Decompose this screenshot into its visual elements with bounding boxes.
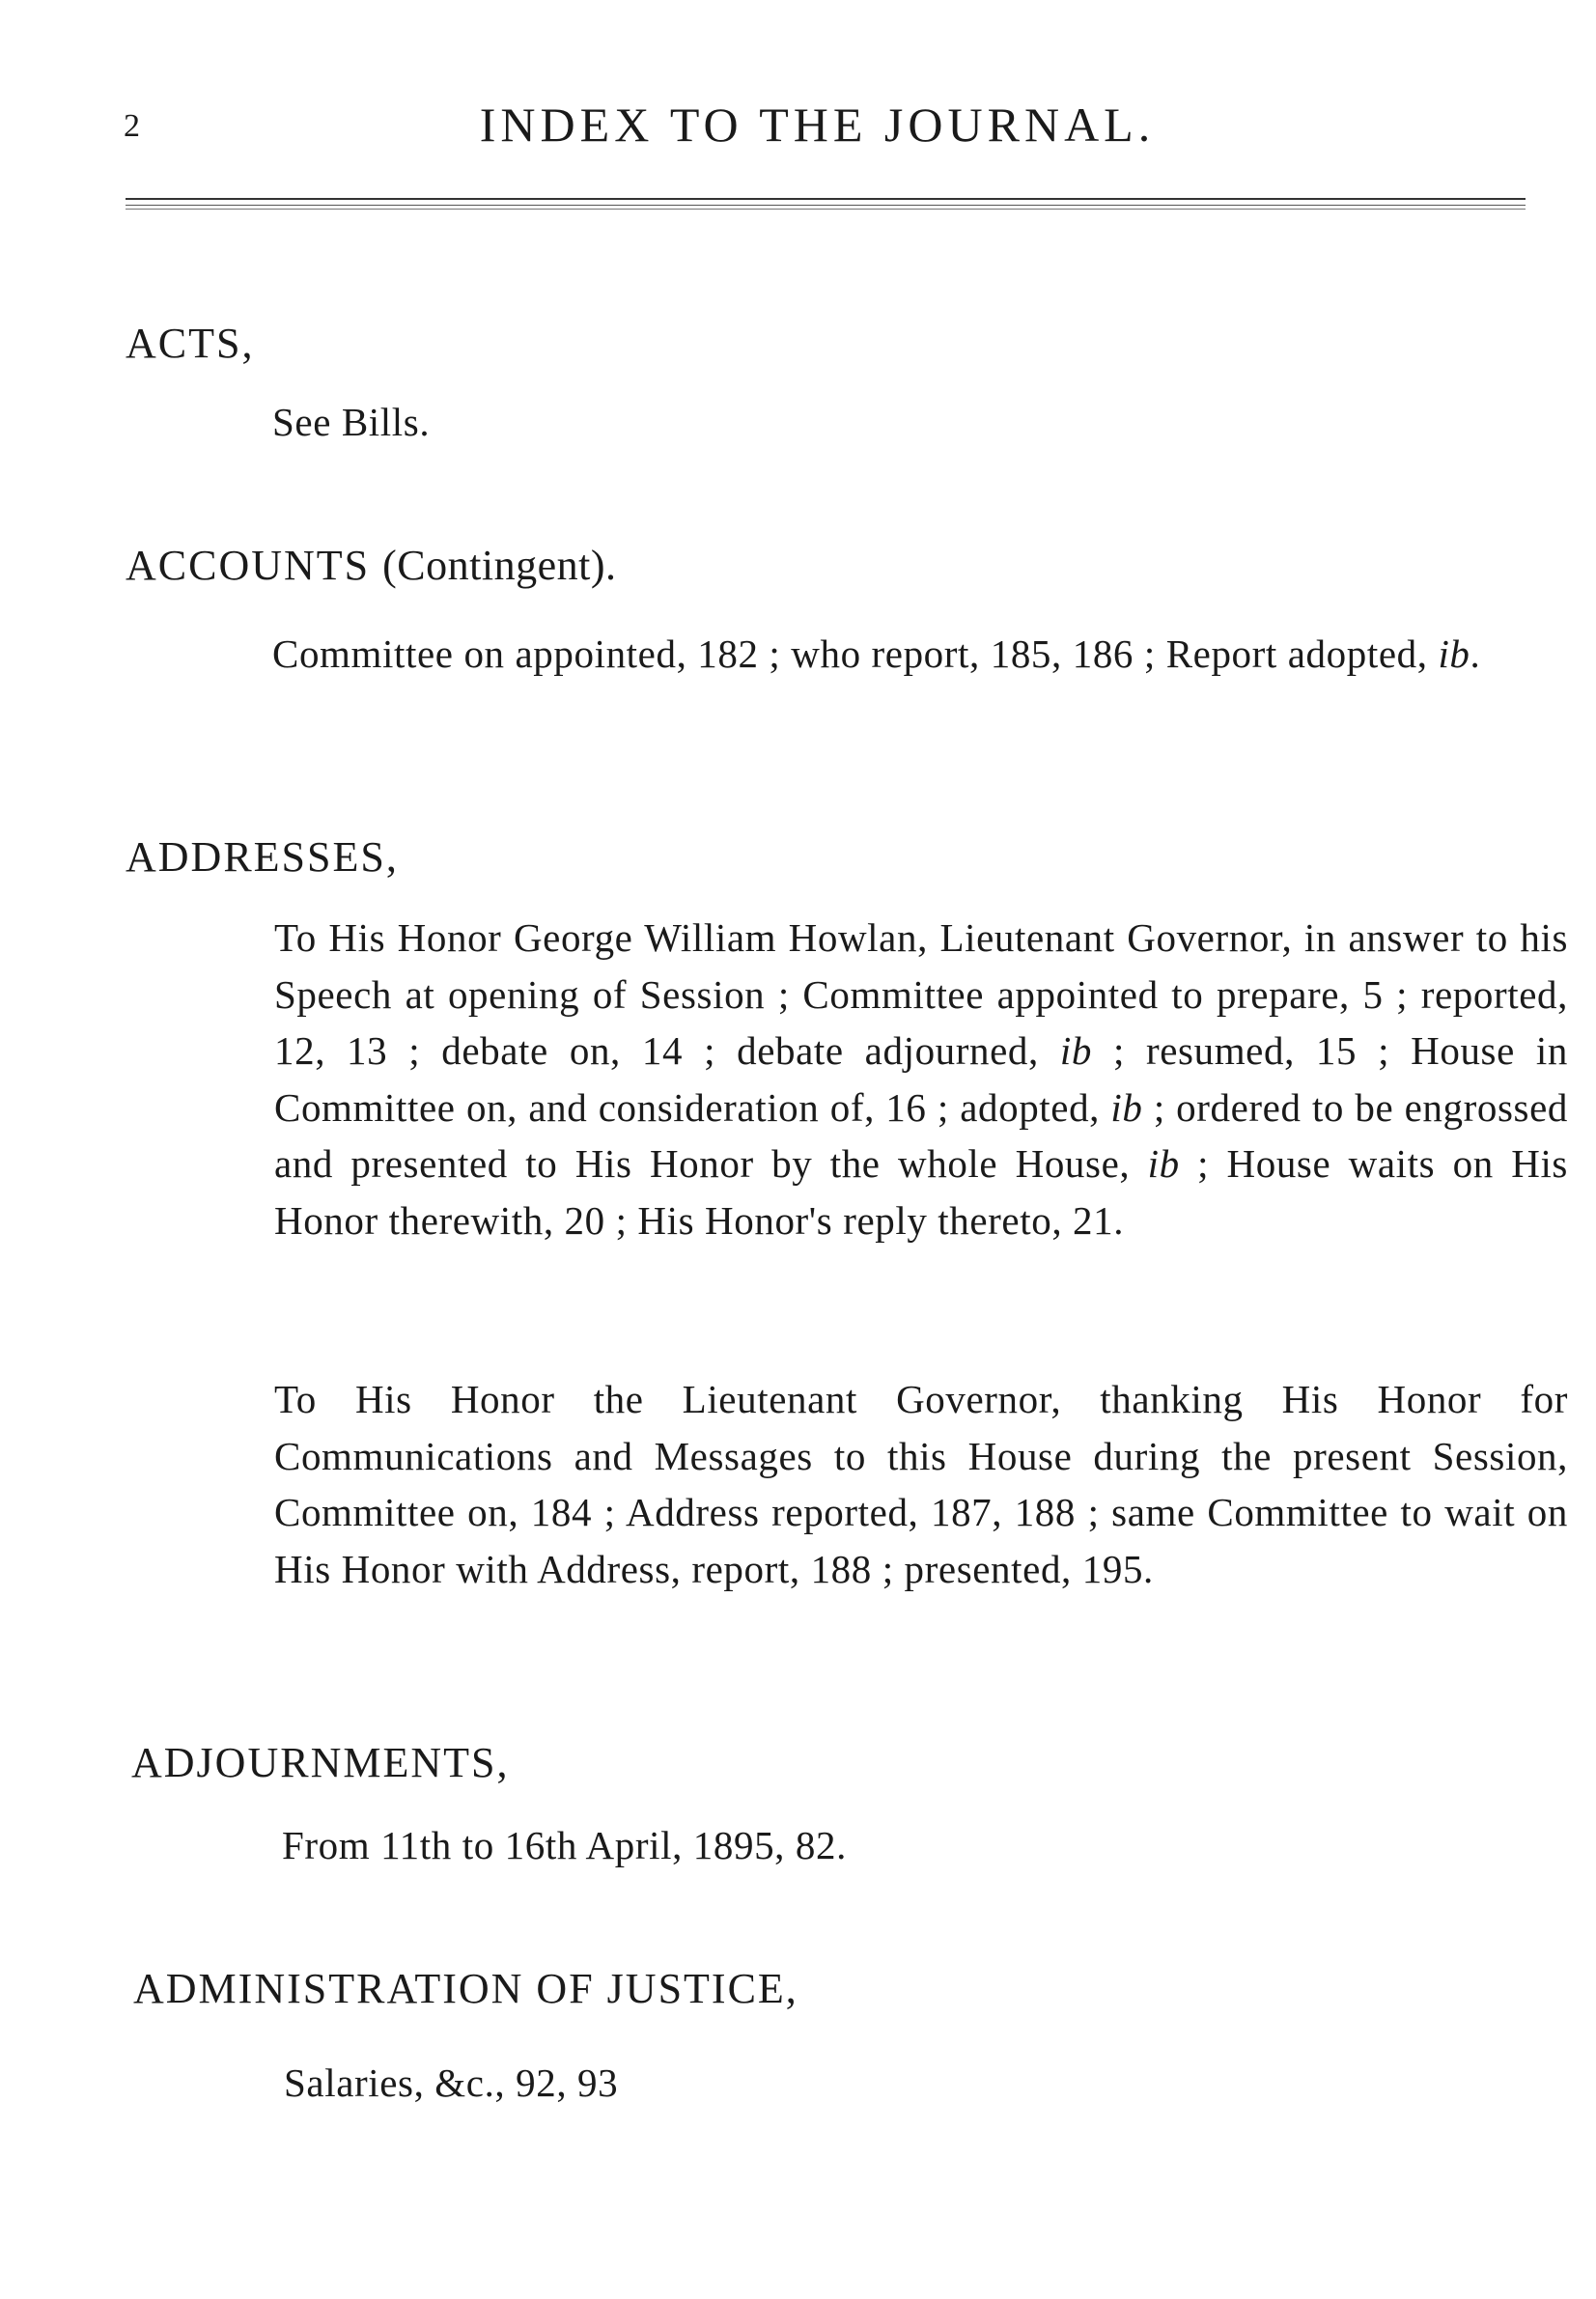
entry-text-adjournments: From 11th to 16th April, 1895, 82. — [282, 1823, 847, 1867]
entry-heading-accounts — [126, 541, 617, 590]
entry-heading-accounts-suffix: (Contingent). — [382, 542, 617, 589]
entry-text-accounts: Committee on appointed, 182 ; who report, 185, 186 ; Report adopted, ib. — [272, 631, 1481, 676]
entry-text-addresses-1: To His Honor George William Howlan, Lieutenant Governor, in answer to his Speech at opening of Session ; Committee appointed to prepare, 5 ; reported, 12, 13 ; debate on, 14 ; debate adjourned, ib ; resumed, 15 ; House in Committee on, and consideration of, 16 ; adopted, ib ; ordered to be engrossed and presented to His Honor by the whole House, ib ; House waits on His Honor therewith, 20 ; His Honor's reply thereto, 21. — [274, 915, 1568, 1243]
running-head-title: INDEX TO THE JOURNAL. — [479, 98, 1156, 152]
entry-heading-administration-of-justice: ADMINISTRATION OF JUSTICE, — [133, 1965, 798, 2012]
page-number: 2 — [124, 108, 141, 144]
entry-heading-accounts-main: ACCOUNTS — [126, 542, 371, 589]
entry-text-addresses-2: To His Honor the Lieutenant Governor, thanking His Honor for Communications and Messages to this House during the present Session, Committee on, 184 ; Address reported, 187, 188 ; same Committee to wait on His Honor with Address, report, 188 ; presented, 195. — [274, 1377, 1568, 1591]
entry-heading-acts: ACTS, — [126, 320, 255, 367]
entry-heading-adjournments: ADJOURNMENTS, — [131, 1739, 510, 1786]
entry-heading-addresses: ADDRESSES, — [126, 833, 399, 881]
header-rule — [126, 198, 1526, 211]
entry-text-acts: See Bills. — [272, 400, 431, 444]
entry-text-administration-of-justice: Salaries, &c., 92, 93 — [284, 2061, 619, 2105]
